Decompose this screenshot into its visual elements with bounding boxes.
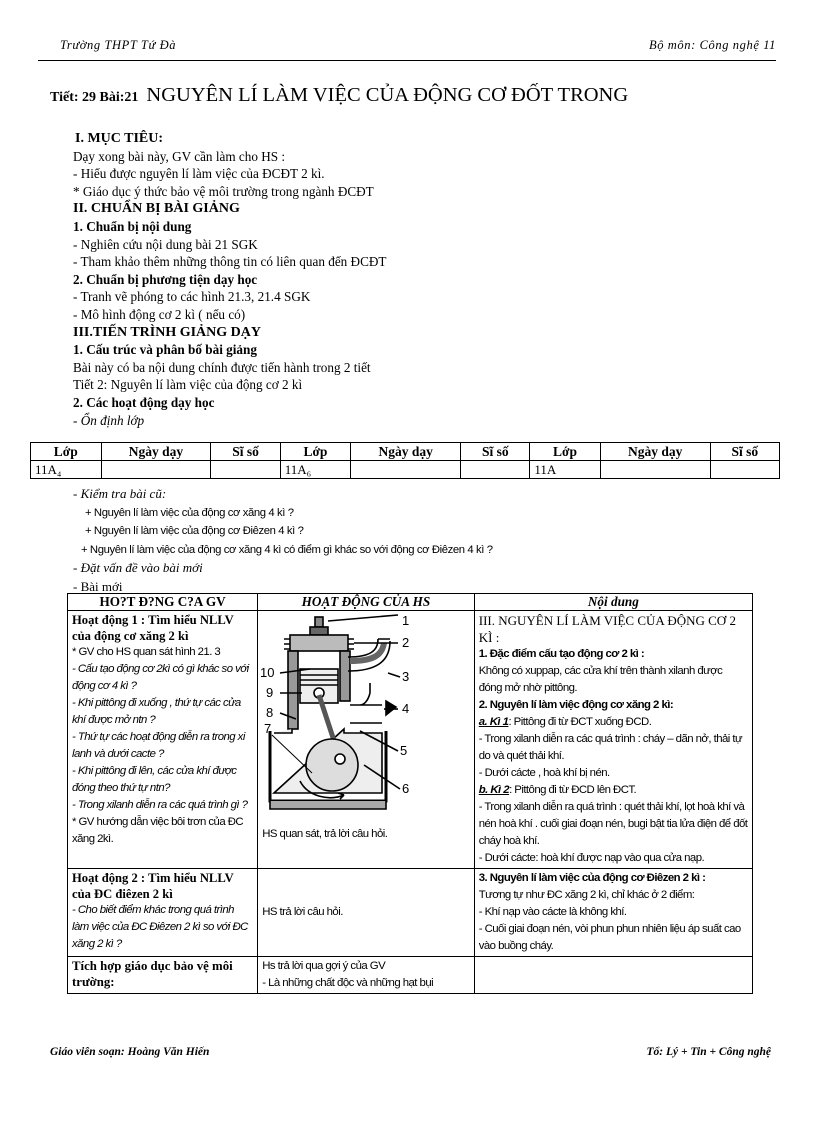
teacher-question: - Khi pittông đi lên, các cửa khí được đóng theo thứ tự ntn?: [72, 765, 237, 794]
student-response: - Là những chất độc và những hạt bụi: [262, 977, 434, 989]
student-response: HS quan sát, trả lời câu hỏi.: [262, 828, 388, 840]
figure-label: 9: [266, 685, 274, 700]
lesson-body: [73, 130, 793, 429]
figure-label: 4: [402, 701, 410, 716]
figure-label: 5: [400, 743, 408, 758]
stabilize-class: - Ổn định lớp: [73, 412, 145, 428]
teacher-question: - Khi pittông đi xuống , thứ tự các cửa khí được mở ntn ?: [72, 697, 241, 726]
content-subheading: 1. Đặc điểm cấu tạo động cơ 2 kì :: [478, 648, 645, 660]
prep-tools-line: - Tranh vẽ phóng to các hình 21.3, 21.4 SGK: [73, 289, 311, 305]
table-header-cell: Ngày dạy: [351, 443, 461, 461]
figure-label: 7: [264, 721, 272, 736]
lesson-number: Tiết: 29 Bài:21: [50, 90, 139, 105]
stroke-text: : Pittông đi từ ĐCD lên ĐCT.: [509, 784, 637, 796]
class-attendance-table: [30, 442, 780, 479]
prep-content-line: - Nghiên cứu nội dung bài 21 SGK: [73, 236, 258, 252]
prep-content-heading: 1. Chuẩn bị nội dung: [73, 218, 192, 234]
content-text: - Trong xilanh diễn ra quá trình : quét thải khí, lọt hoà khí và nén hoà khí . cuối giai đoạn nén, bugi bật tia lửa điện để đốt cháy hoà khí.: [478, 801, 748, 847]
table-cell: 11A₄: [31, 461, 102, 479]
student-response: Hs trả lời qua gợi ý của GV: [262, 960, 386, 972]
student-activity-cell: [258, 611, 475, 869]
table-row: [68, 611, 753, 869]
table-cell: [600, 461, 710, 479]
page-header: [60, 38, 776, 53]
figure-label: 10: [260, 665, 275, 680]
teacher-step: * GV hướng dẫn việc bôi trơn của ĐC xăng 2kì.: [72, 816, 244, 845]
content-subheading: 3. Nguyên lí làm việc của động cơ Điêzen 2 kì :: [478, 872, 706, 884]
table-cell: [710, 461, 779, 479]
teacher-step: * GV cho HS quan sát hình 21. 3: [72, 646, 221, 658]
review-question: + Nguyên lí làm việc của động cơ xăng 4 kì có điểm gì khác so với động cơ Điêzen 4 kì ?: [81, 543, 493, 556]
prep-content-line: - Tham khảo thêm những thông tin có liên quan đến ĐCĐT: [73, 254, 387, 270]
figure-label: 6: [402, 781, 410, 796]
content-text: Không có xuppap, các cửa khí trên thành xilanh được đóng mở nhờ pittông.: [478, 665, 723, 694]
process-structure-line: Bài này có ba nội dung chính được tiến hành trong 2 tiết: [73, 359, 371, 375]
table-header-cell: Lớp: [31, 443, 102, 461]
table-header-cell: Lớp: [530, 443, 600, 461]
table-cell: [351, 461, 461, 479]
table-header-cell: Lớp: [280, 443, 351, 461]
teacher-question: - Trong xilanh diễn ra các quá trình gì ?: [72, 799, 248, 811]
review-label: - Kiểm tra bài cũ:: [73, 486, 167, 501]
stroke-label: a. Kì 1: [478, 716, 509, 728]
content-text: - Khí nạp vào cácte là không khí.: [478, 906, 627, 918]
teacher-question: - Thứ tự các hoạt động diễn ra trong xi lanh và dưới cacte ?: [72, 731, 245, 760]
objectives-line: - Hiểu được nguyên lí làm việc của ĐCĐT 2 kì.: [73, 166, 325, 182]
integration-title: Tích hợp giáo dục bảo vệ môi trường:: [72, 959, 233, 989]
prep-tools-heading: 2. Chuẩn bị phương tiện dạy học: [73, 271, 258, 287]
table-cell: [101, 461, 211, 479]
table-header-cell: Sĩ số: [710, 443, 779, 461]
table-cell: 11A₆: [280, 461, 351, 479]
stroke-text: : Pittông đi từ ĐCT xuống ĐCD.: [508, 716, 652, 728]
table-header-row: [68, 594, 753, 611]
table-row: [31, 461, 780, 479]
header-divider: [38, 60, 776, 61]
page-footer: [50, 1046, 771, 1058]
section-objectives-heading: I. MỤC TIÊU:: [75, 131, 164, 146]
lesson-title: [50, 84, 628, 107]
process-structure-heading: 1. Cấu trúc và phân bố bài giảng: [73, 342, 257, 358]
teacher-name: Giáo viên soạn: Hoàng Văn Hiến: [50, 1046, 210, 1058]
content-subheading: 2. Nguyên lí làm việc động cơ xăng 2 kì:: [478, 699, 674, 711]
table-header-cell: Ngày dạy: [600, 443, 710, 461]
figure-label: 8: [266, 705, 274, 720]
stroke-label: b. Kì 2: [478, 784, 510, 796]
activity-table: [67, 593, 753, 994]
table-row: [68, 869, 753, 957]
teacher-activity-cell: [68, 957, 258, 994]
student-response: HS trả lời câu hỏi.: [262, 906, 343, 918]
engine-figure: [260, 613, 460, 818]
table-header-cell: Sĩ số: [461, 443, 530, 461]
review-question: + Nguyên lí làm việc của động cơ Điêzen 4 kì ?: [85, 525, 304, 537]
process-activities-heading: 2. Các hoạt động dạy học: [73, 394, 215, 410]
table-cell: 11A: [530, 461, 600, 479]
lesson-main-title: NGUYÊN LÍ LÀM VIỆC CỦA ĐỘNG CƠ ĐỐT TRONG: [146, 84, 629, 106]
figure-label: 1: [402, 613, 410, 628]
review-question: + Nguyên lí làm việc của động cơ xăng 4 kì ?: [85, 506, 294, 519]
section-prep-heading: II. CHUẨN BỊ BÀI GIẢNG: [73, 201, 240, 217]
table-cell: [461, 461, 530, 479]
activity-title: Hoạt động 2 : Tìm hiểu NLLV của ĐC điêzen 2 kì: [72, 871, 234, 901]
table-header-cell: Sĩ số: [211, 443, 280, 461]
subject-name: Bộ môn: Công nghệ 11: [648, 38, 776, 52]
objectives-line: Dạy xong bài này, GV cần làm cho HS :: [73, 148, 286, 164]
lesson-intro: - Đặt vấn đề vào bài mới: [73, 560, 203, 575]
content-text: - Dưới cácte , hoà khí bị nén.: [478, 767, 610, 779]
figure-label: 2: [402, 635, 410, 650]
table-header-cell: HO?T Đ?NG C?A GV: [68, 594, 258, 611]
teacher-activity-cell: [68, 869, 258, 957]
content-text: - Cuối giai đoạn nén, vòi phun phun nhiên liệu áp suất cao vào buồng cháy.: [478, 923, 741, 952]
stroke-1: [479, 714, 748, 731]
content-heading: III. NGUYÊN LÍ LÀM VIỆC CỦA ĐỘNG CƠ 2 KÌ :: [478, 613, 736, 645]
stroke-2: [479, 782, 748, 799]
section-process-heading: III.TIẾN TRÌNH GIẢNG DẠY: [73, 324, 262, 340]
content-cell: [474, 869, 752, 957]
content-text: - Dưới cácte: hoà khí được nạp vào qua cửa nạp.: [478, 852, 705, 864]
table-header-cell: HOẠT ĐỘNG CỦA HS: [258, 594, 475, 611]
student-activity-cell: [258, 957, 475, 994]
figure-label: 3: [402, 669, 410, 684]
new-lesson: - Bài mới: [73, 578, 123, 594]
table-row: [68, 957, 753, 994]
content-cell: [474, 611, 752, 869]
table-header-row: [31, 443, 780, 461]
department-name: Tổ: Lý + Tin + Công nghệ: [646, 1046, 771, 1058]
table-cell: [211, 461, 280, 479]
objectives-line: * Giáo dục ý thức bảo vệ môi trường trong ngành ĐCĐT: [73, 183, 374, 199]
table-header-cell: Nội dung: [474, 594, 752, 611]
school-name: Trường THPT Tứ Đà: [60, 38, 177, 52]
teacher-activity-cell: [68, 611, 258, 869]
teacher-question: - Cấu tạo động cơ 2kì có gì khác so với động cơ 4 kì ?: [72, 663, 249, 692]
student-activity-cell: [258, 869, 475, 957]
teacher-question: - Cho biết điểm khác trong quá trình làm việc của ĐC Điêzen 2 kì so với ĐC xăng 2 kì ?: [72, 904, 248, 950]
review-block: [73, 485, 493, 596]
content-text: Tương tự như ĐC xăng 2 kì, chỉ khác ở 2 điểm:: [478, 889, 695, 901]
prep-tools-line: - Mô hình động cơ 2 kì ( nếu có): [73, 306, 246, 322]
activity-title: Hoạt động 1 : Tìm hiểu NLLV của động cơ xăng 2 kì: [72, 613, 234, 643]
process-structure-line: Tiết 2: Nguyên lí làm việc của động cơ 2 kì: [73, 377, 303, 393]
content-text: - Trong xilanh diễn ra các quá trình : cháy – dãn nở, thải tự do và quét thải khí.: [478, 733, 743, 762]
content-cell: [474, 957, 752, 994]
table-header-cell: Ngày dạy: [101, 443, 211, 461]
